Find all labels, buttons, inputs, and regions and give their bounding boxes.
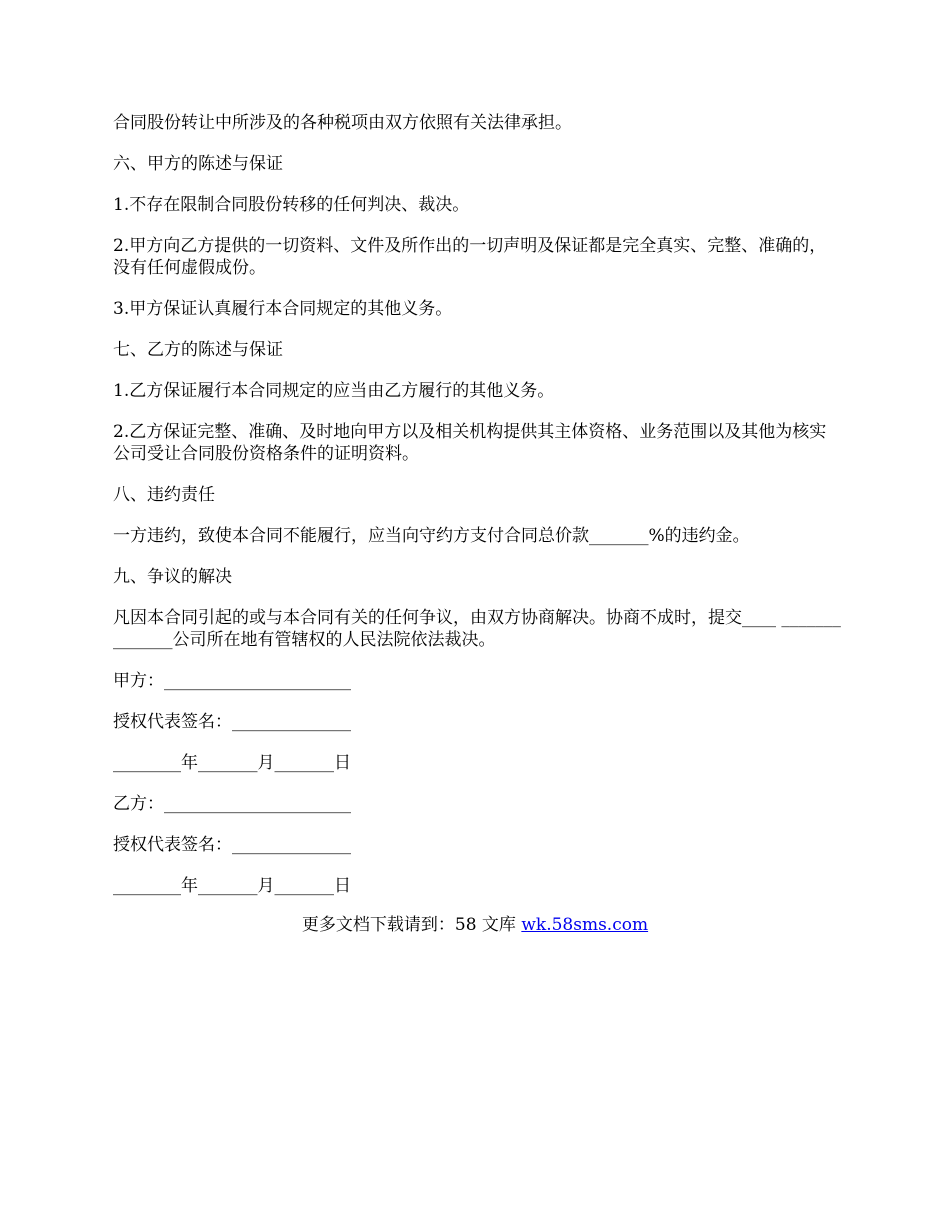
party-b-date-line: ________年_______月_______日	[113, 876, 351, 896]
clause-tax: 合同股份转让中所涉及的各种税项由双方依照有关法律承担。	[113, 113, 572, 133]
party-b-line: 乙方：______________________	[113, 794, 351, 814]
document-body	[113, 112, 843, 916]
footer-text: 更多文档下载请到：58 文库	[301, 915, 522, 935]
clause-b-1: 1.乙方保证履行本合同规定的应当由乙方履行的其他义务。	[113, 381, 555, 401]
heading-party-a-warranty: 六、甲方的陈述与保证	[113, 154, 283, 174]
party-a-date-line: ________年_______月_______日	[113, 753, 351, 773]
party-a-line: 甲方：______________________	[113, 671, 351, 691]
heading-breach: 八、违约责任	[113, 485, 215, 505]
party-b-signature-line: 授权代表签名：______________	[113, 835, 351, 855]
clause-a-3: 3.甲方保证认真履行本合同规定的其他义务。	[113, 299, 453, 319]
footer-download-note	[0, 914, 950, 936]
clause-dispute: 凡因本合同引起的或与本合同有关的任何争议，由双方协商解决。协商不成时，提交____ ______________公司所在地有管辖权的人民法院依法裁决。	[113, 608, 841, 650]
heading-dispute: 九、争议的解决	[113, 567, 232, 587]
party-a-signature-line: 授权代表签名：______________	[113, 712, 351, 732]
clause-b-2: 2.乙方保证完整、准确、及时地向甲方以及相关机构提供其主体资格、业务范围以及其他为核实公司受让合同股份资格条件的证明资料。	[113, 422, 827, 464]
heading-party-b-warranty: 七、乙方的陈述与保证	[113, 340, 283, 360]
clause-a-1: 1.不存在限制合同股份转移的任何判决、裁决。	[113, 195, 470, 215]
footer-link[interactable]: wk.58sms.com	[521, 915, 649, 935]
clause-a-2: 2.甲方向乙方提供的一切资料、文件及所作出的一切声明及保证都是完全真实、完整、准确的，没有任何虚假成份。	[113, 236, 827, 278]
clause-breach: 一方违约，致使本合同不能履行，应当向守约方支付合同总价款_______%的违约金。	[113, 526, 750, 546]
